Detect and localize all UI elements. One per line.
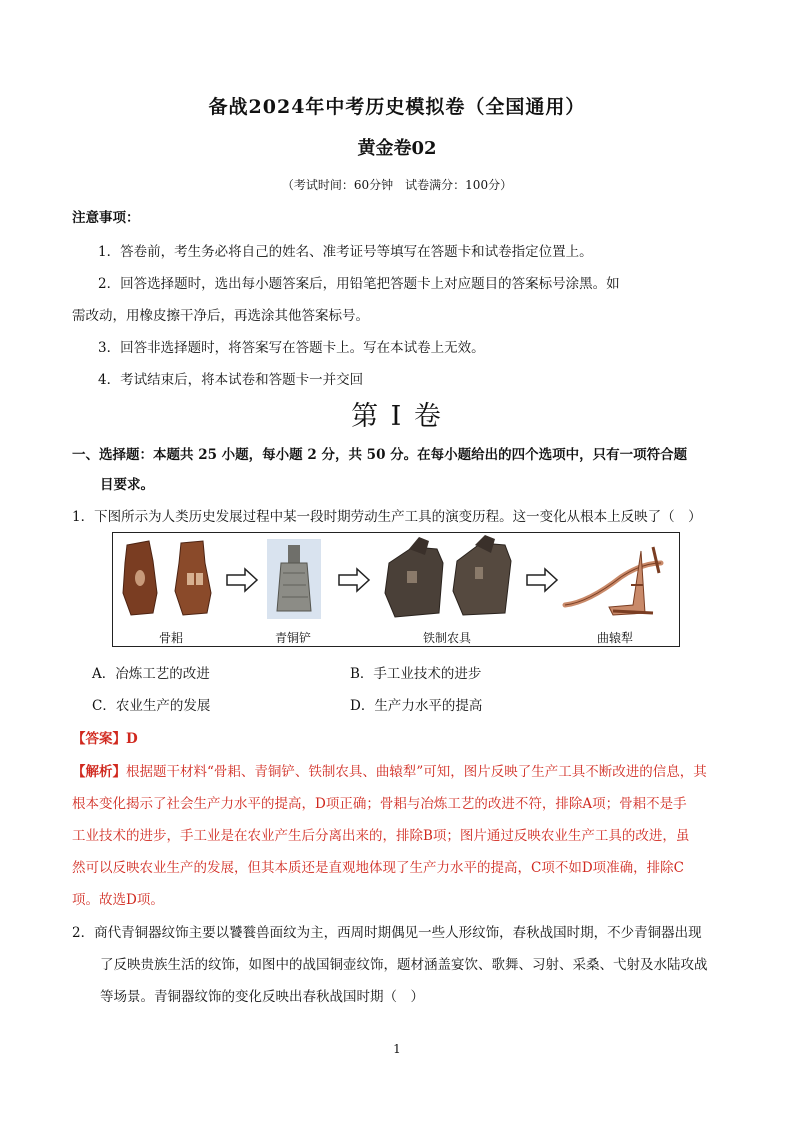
- section-heading: 一、选择题：本题共 25 小题，每小题 2 分，共 50 分。在每小题给出的四个选项中，只有一项符合题: [72, 447, 688, 463]
- arrow-right-icon: [527, 569, 557, 591]
- option-d: D．生产力水平的提高: [350, 698, 483, 714]
- exam-info: （考试时间：60分钟 试卷满分：100分）: [281, 178, 513, 192]
- iron-tools-image: [385, 535, 511, 617]
- analysis-line-1: [72, 760, 707, 780]
- answer-label: 【答案】: [72, 731, 126, 747]
- question-1-stem: 1．下图所示为人类历史发展过程中某一段时期劳动生产工具的演变历程。这一变化从根本上反映了（ ）: [72, 509, 702, 525]
- analysis-line-2: 根本变化揭示了社会生产力水平的提高，D项正确；骨耜与冶炼工艺的改进不符，排除A项；骨耜不是手: [72, 796, 687, 812]
- tools-evolution-figure: [112, 532, 680, 647]
- notice-item-2-cont: 需改动，用橡皮擦干净后，再选涂其他答案标号。: [72, 308, 369, 324]
- notice-item-4: 4．考试结束后，将本试卷和答题卡一并交回: [98, 372, 364, 388]
- caption-bone-spade: 骨耜: [159, 631, 184, 645]
- analysis-line-3: 工业技术的进步，手工业是在农业产生后分离出来的，排除B项；图片通过反映农业生产工具的改进，虽: [72, 828, 690, 844]
- tools-illustration: [113, 533, 679, 646]
- curved-plow-image: [565, 547, 661, 615]
- analysis-line-4: 然可以反映农业生产的发展，但其本质还是直观地体现了生产力水平的提高，C项不如D项准确，排除C: [72, 860, 684, 876]
- analysis-line-5: 项。故选D项。: [72, 892, 164, 908]
- answer-line: [72, 727, 138, 747]
- bone-spade-image: [123, 541, 211, 615]
- analysis-label: 【解析】: [72, 764, 126, 780]
- page-number: 1: [393, 1042, 401, 1056]
- question-2-line-1: 2．商代青铜器纹饰主要以饕餮兽面纹为主，西周时期偶见一些人形纹饰，春秋战国时期，不少青铜器出现: [72, 925, 702, 941]
- volume-title: 第 I 卷: [351, 401, 443, 432]
- notice-item-3: 3．回答非选择题时，将答案写在答题卡上。写在本试卷上无效。: [98, 340, 485, 356]
- bronze-shovel-image: [267, 539, 321, 619]
- caption-bronze-shovel: 青铜铲: [275, 631, 312, 645]
- arrow-right-icon: [339, 569, 369, 591]
- section-heading-cont: 目要求。: [100, 477, 154, 493]
- caption-curved-plow: 曲辕犁: [597, 631, 634, 645]
- option-a: A．冶炼工艺的改进: [92, 666, 210, 682]
- caption-iron-tools: 铁制农具: [423, 631, 472, 645]
- notice-heading: 注意事项：: [72, 210, 140, 226]
- option-b: B．手工业技术的进步: [350, 666, 482, 682]
- question-2-line-2: 了反映贵族生活的纹饰，如图中的战国铜壶纹饰，题材涵盖宴饮、歌舞、习射、采桑、弋射及水陆攻战: [100, 957, 708, 973]
- answer-value: D: [126, 731, 138, 747]
- notice-item-2: 2．回答选择题时，选出每小题答案后，用铅笔把答题卡上对应题目的答案标号涂黑。如: [98, 276, 620, 292]
- arrow-right-icon: [227, 569, 257, 591]
- question-2-line-3: 等场景。青铜器纹饰的变化反映出春秋战国时期（ ）: [100, 989, 424, 1005]
- option-c: C．农业生产的发展: [92, 698, 211, 714]
- exam-subtitle: 黄金卷02: [357, 138, 437, 159]
- analysis-text-1: 根据题干材料“骨耜、青铜铲、铁制农具、曲辕犁”可知，图片反映了生产工具不断改进的信息，其: [126, 764, 707, 780]
- exam-title: 备战2024年中考历史模拟卷（全国通用）: [208, 96, 586, 118]
- notice-item-1: 1．答卷前，考生务必将自己的姓名、准考证号等填写在答题卡和试卷指定位置上。: [98, 244, 593, 260]
